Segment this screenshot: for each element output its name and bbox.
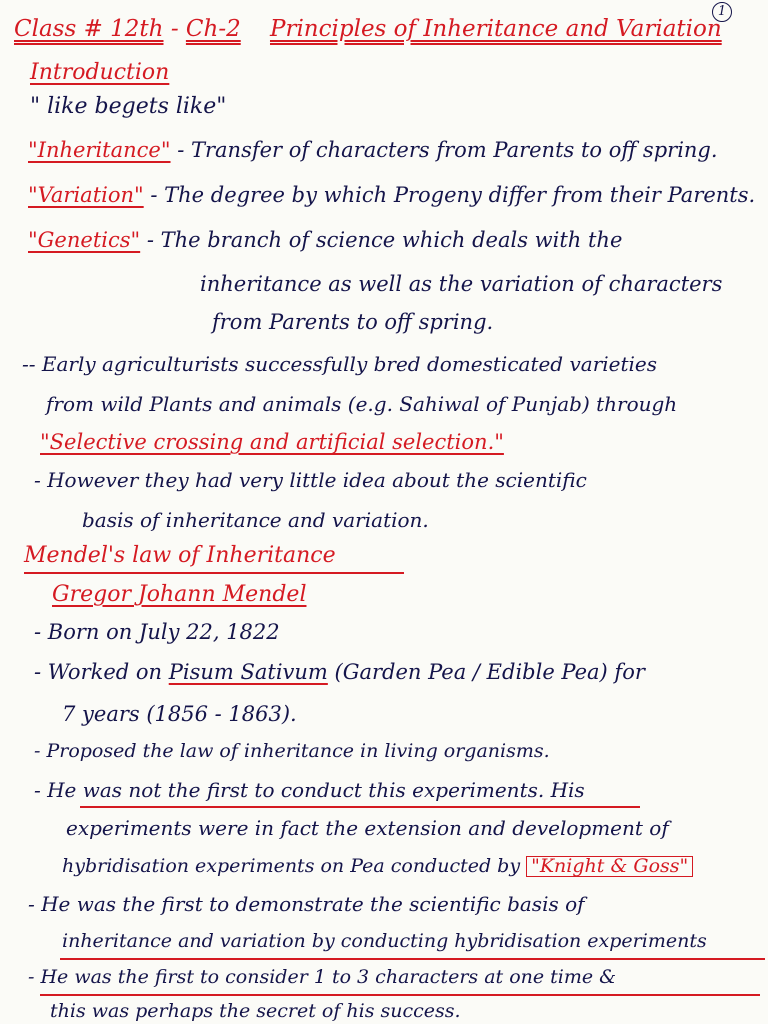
agriculture-line-4: - However they had very little idea about the scientific [34,468,587,492]
inheritance-row [28,140,718,161]
chapter-label: Ch-2 [185,16,241,42]
demonstrate-line-1: - He was the first to demonstrate the scientific basis of [28,892,585,916]
born-line: - Born on July 22, 1822 [34,620,280,644]
variation-term: "Variation" [28,183,144,207]
genetics-definition-1: - The branch of science which deals with the [146,228,623,252]
first-line-3-text: hybridisation experiments on Pea conducted by [62,855,527,877]
class-label: Class # 12th [14,16,164,42]
variation-definition: - The degree by which Progeny differ from their Parents. [150,183,756,207]
inheritance-term: "Inheritance" [28,138,171,162]
mendel-heading: Mendel's law of Inheritance [24,543,336,568]
page-number: 1 [712,2,732,22]
mendel-heading-underline [24,572,404,574]
first-line-1: - He was not the first to conduct this experiments. His [34,778,585,802]
consider-line-2: this was perhaps the secret of his success. [50,1000,461,1022]
quote-line: " like begets like" [30,94,227,119]
proposed-line: - Proposed the law of inheritance in living organisms. [34,740,550,762]
genetics-row [28,230,622,251]
knight-goss: "Knight & Goss" [526,856,693,877]
genetics-definition-3: from Parents to off spring. [212,310,494,334]
genetics-definition-2: inheritance as well as the variation of characters [200,272,723,296]
page-header: Class # 12th - Ch-2 Principles of Inheritance and Variation [14,16,722,42]
genetics-term: "Genetics" [28,228,141,252]
agriculture-line-5: basis of inheritance and variation. [82,508,429,532]
worked-prefix: - Worked on [34,660,169,684]
pisum-sativum: Pisum Sativum [168,660,328,684]
demonstrate-line-2: inheritance and variation by conducting hybridisation experiments [62,930,707,952]
worked-line-2: 7 years (1856 - 1863). [62,702,297,726]
selective-crossing-line: "Selective crossing and artificial selection." [40,430,504,454]
agriculture-line-1: -- Early agriculturists successfully bred domesticated varieties [22,352,658,376]
variation-row [28,185,755,206]
mendel-name: Gregor Johann Mendel [52,582,307,607]
demonstrate-underline [60,958,765,960]
introduction-heading: Introduction [30,60,170,85]
consider-underline [40,994,760,996]
chapter-title: Principles of Inheritance and Variation [269,16,722,42]
first-line-1-underline [80,806,640,808]
agriculture-line-2: from wild Plants and animals (e.g. Sahiwal of Punjab) through [46,392,678,416]
first-line-3 [62,856,693,877]
consider-line-1: - He was the first to consider 1 to 3 characters at one time & [28,966,617,988]
worked-suffix: (Garden Pea / Edible Pea) for [327,660,645,684]
first-line-2: experiments were in fact the extension and development of [66,816,669,840]
inheritance-definition: - Transfer of characters from Parents to off spring. [177,138,718,162]
worked-line-1 [34,662,645,683]
